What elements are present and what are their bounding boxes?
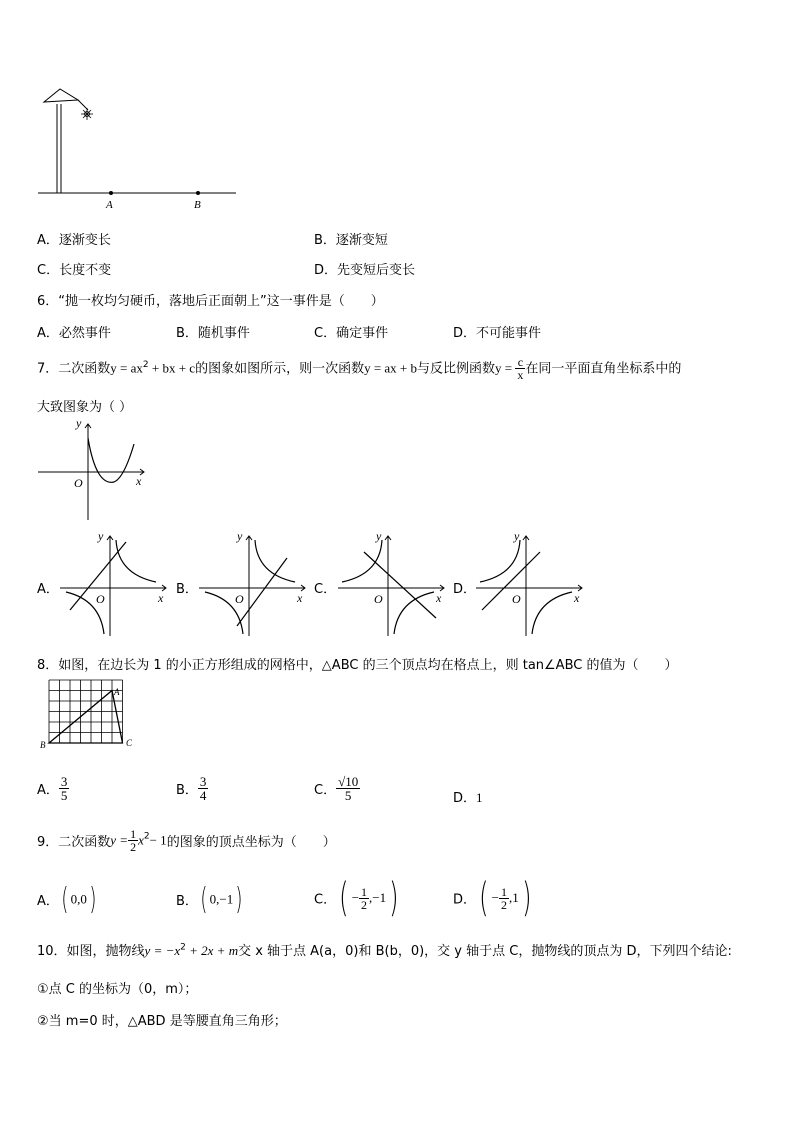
svg-text:A: A [114,687,120,697]
q5-option-a[interactable]: A．逐渐变长 [37,233,111,248]
q5-option-b[interactable]: B．逐渐变短 [314,233,388,248]
q7-option-b-graph[interactable] [197,530,317,638]
q6-option-d[interactable]: D．不可能事件 [453,326,542,341]
svg-text:x: x [436,591,442,605]
q10-stem: 10．如图，抛物线$y = -x^2 + 2x + m$交 x 轴于点 A(a，0)和 B(b，0)，交 y 轴于点 C，抛物线的顶点为 D，下列四个结论: [37,942,732,959]
q7-option-c-graph[interactable] [336,530,456,638]
svg-text:O: O [374,592,383,606]
svg-text:y: y [376,529,382,543]
origin-label: O [74,476,83,490]
svg-text:C: C [126,738,133,748]
svg-text:x: x [158,591,164,605]
q7-option-a-graph[interactable] [58,530,178,638]
svg-text:x: x [574,591,580,605]
svg-text:y: y [237,529,243,543]
q6-option-b[interactable]: B．随机事件 [176,326,250,341]
svg-text:O: O [235,592,244,606]
axis-x-label: x [136,474,142,488]
q6-stem: 6．“抛一枚均匀硬币，落地后正面朝上”这一事件是（ ） [37,294,384,309]
q6-option-c[interactable]: C．确定事件 [314,326,389,341]
q7-option-d-graph[interactable] [474,530,594,638]
q9-option-c[interactable]: C．( − $\frac{1}{2}$ ,−1) [314,875,399,921]
q8-option-b[interactable]: B． $\frac{3}{4}$ [176,774,207,803]
svg-text:B: B [40,740,46,750]
q8-option-a[interactable]: A． $\frac{3}{5}$ [37,774,68,803]
q5-option-c[interactable]: C．长度不变 [37,263,112,278]
svg-text:x: x [297,591,303,605]
q9-option-a[interactable]: A．( 0,0) [37,882,97,917]
label-a: A [106,199,113,211]
q7-parabola-figure [36,416,156,524]
q9-stem: 9．二次函数y = $\frac{1}{2}$ $x^2- 1$的图象的顶点坐标为（ ） [37,827,336,854]
q10-item-1: ①点 C 的坐标为（0，m）； [37,982,198,997]
svg-text:O: O [512,592,521,606]
q7-option-c-label[interactable]: C． [314,582,337,597]
q10-item-2: ②当 m=0 时，△ABD 是等腰直角三角形； [37,1014,287,1029]
q7-stem-line2: 大致图象为（ ） [37,400,133,415]
q9-option-b[interactable]: B．( 0,−1) [176,882,243,917]
q7-option-b-label[interactable]: B． [176,582,198,597]
label-b: B [194,199,201,211]
q8-stem: 8．如图，在边长为 1 的小正方形组成的网格中，△ABC 的三个顶点均在格点上，则 tan∠ABC 的值为（ ） [37,658,678,673]
axis-y-label: y [76,416,82,430]
q7-option-a-label[interactable]: A． [37,582,59,597]
lamp-icon [81,108,93,120]
svg-text:O: O [96,592,105,606]
q7-option-d-label[interactable]: D． [453,582,477,597]
q8-grid-figure [36,678,140,758]
q8-option-d[interactable]: D．1 [453,790,483,806]
q7-stem: 7．二次函数$y = ax^2$ + bx + c的图象如图所示，则一次函数y = ax + b与反比例函数y = $\frac{c}{x}$ 在同一平面直角坐标系中的 [37,355,682,383]
q6-option-a[interactable]: A．必然事件 [37,326,111,341]
svg-text:y: y [514,529,520,543]
q8-option-c[interactable]: C． $\frac{√10}{5}$ [314,774,359,803]
svg-text:y: y [98,529,104,543]
q9-option-d[interactable]: D．( − $\frac{1}{2}$ ,1) [453,875,532,921]
lamp-post-figure [36,86,246,211]
q5-option-d[interactable]: D．先变短后变长 [314,263,416,278]
